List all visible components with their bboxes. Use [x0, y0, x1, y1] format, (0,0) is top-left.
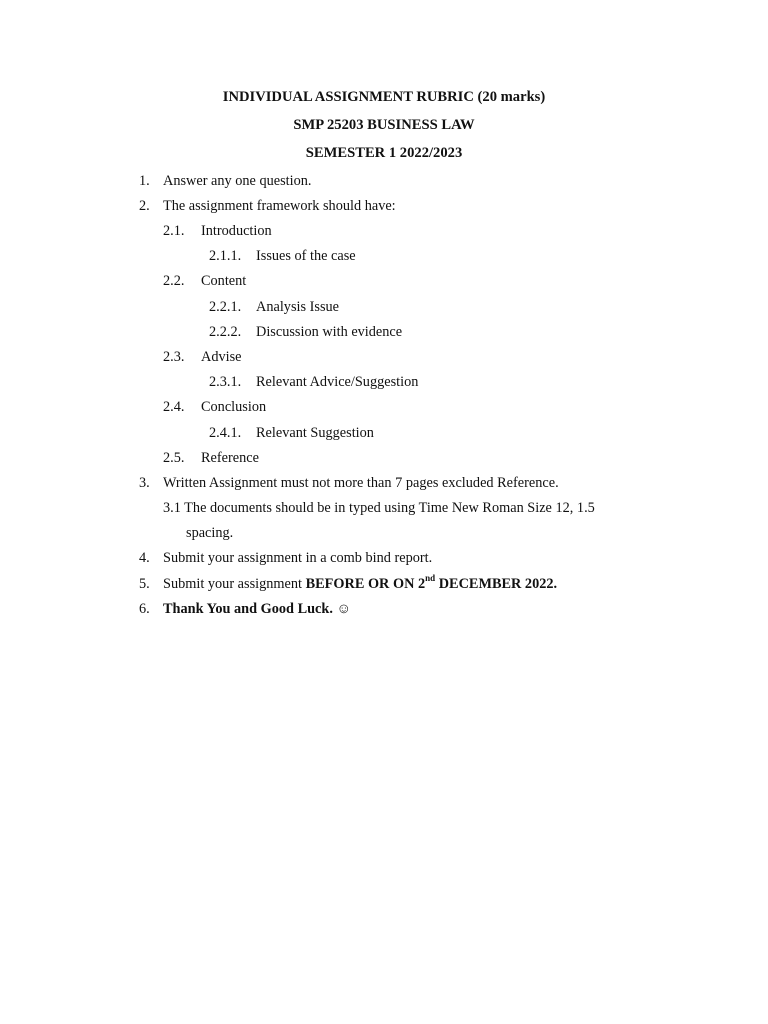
item-text: Reference — [201, 450, 259, 466]
ordinal-suffix: nd — [425, 573, 436, 584]
item-number: 6. — [139, 601, 150, 617]
item-text: Answer any one question. — [163, 173, 312, 189]
item-text: Conclusion — [201, 399, 267, 415]
item-number: 1. — [139, 173, 150, 189]
item-number: 3. — [139, 475, 150, 491]
item-text — [163, 600, 351, 618]
item-text: Advise — [201, 349, 242, 365]
item-text: The assignment framework should have: — [163, 198, 396, 214]
item-number: 2.2.2. — [209, 324, 242, 340]
item-number: 2.2. — [163, 273, 185, 289]
item-number: 2.4.1. — [209, 425, 242, 441]
item-text: Written Assignment must not more than 7 pages excluded Reference. — [163, 475, 559, 491]
item-text: Introduction — [201, 223, 272, 239]
item-text: 3.1 The documents should be in typed using Time New Roman Size 12, 1.5 — [163, 500, 595, 516]
smiley-icon: ☺ — [336, 601, 352, 617]
item-text: spacing. — [186, 525, 234, 541]
item-number: 2.3. — [163, 349, 185, 365]
item-text: Issues of the case — [256, 248, 356, 264]
deadline-text: BEFORE OR ON 2 — [305, 576, 426, 592]
closing-text: Thank You and Good Luck. — [163, 601, 337, 617]
item-text: Submit your assignment in a comb bind report. — [163, 550, 433, 566]
item-text: Relevant Advice/Suggestion — [256, 374, 419, 390]
deadline-date: DECEMBER 2022. — [435, 576, 558, 592]
item-number: 2.4. — [163, 399, 185, 415]
item-text: Content — [201, 273, 247, 289]
item-number: 2.3.1. — [209, 374, 242, 390]
semester-title: SEMESTER 1 2022/2023 — [305, 145, 463, 161]
item-text: Discussion with evidence — [256, 324, 403, 340]
item-number: 2.1.1. — [209, 248, 242, 264]
item-number: 2.5. — [163, 450, 185, 466]
item-number: 4. — [139, 550, 150, 566]
course-title: SMP 25203 BUSINESS LAW — [293, 117, 475, 133]
document-title: INDIVIDUAL ASSIGNMENT RUBRIC (20 marks) — [222, 89, 546, 105]
item-text: Analysis Issue — [256, 299, 339, 315]
item-text — [163, 575, 557, 593]
item-text-plain: Submit your assignment — [163, 576, 306, 592]
item-number: 2.2.1. — [209, 299, 242, 315]
item-number: 5. — [139, 576, 150, 592]
item-number: 2.1. — [163, 223, 185, 239]
item-text: Relevant Suggestion — [256, 425, 374, 441]
item-number: 2. — [139, 198, 150, 214]
